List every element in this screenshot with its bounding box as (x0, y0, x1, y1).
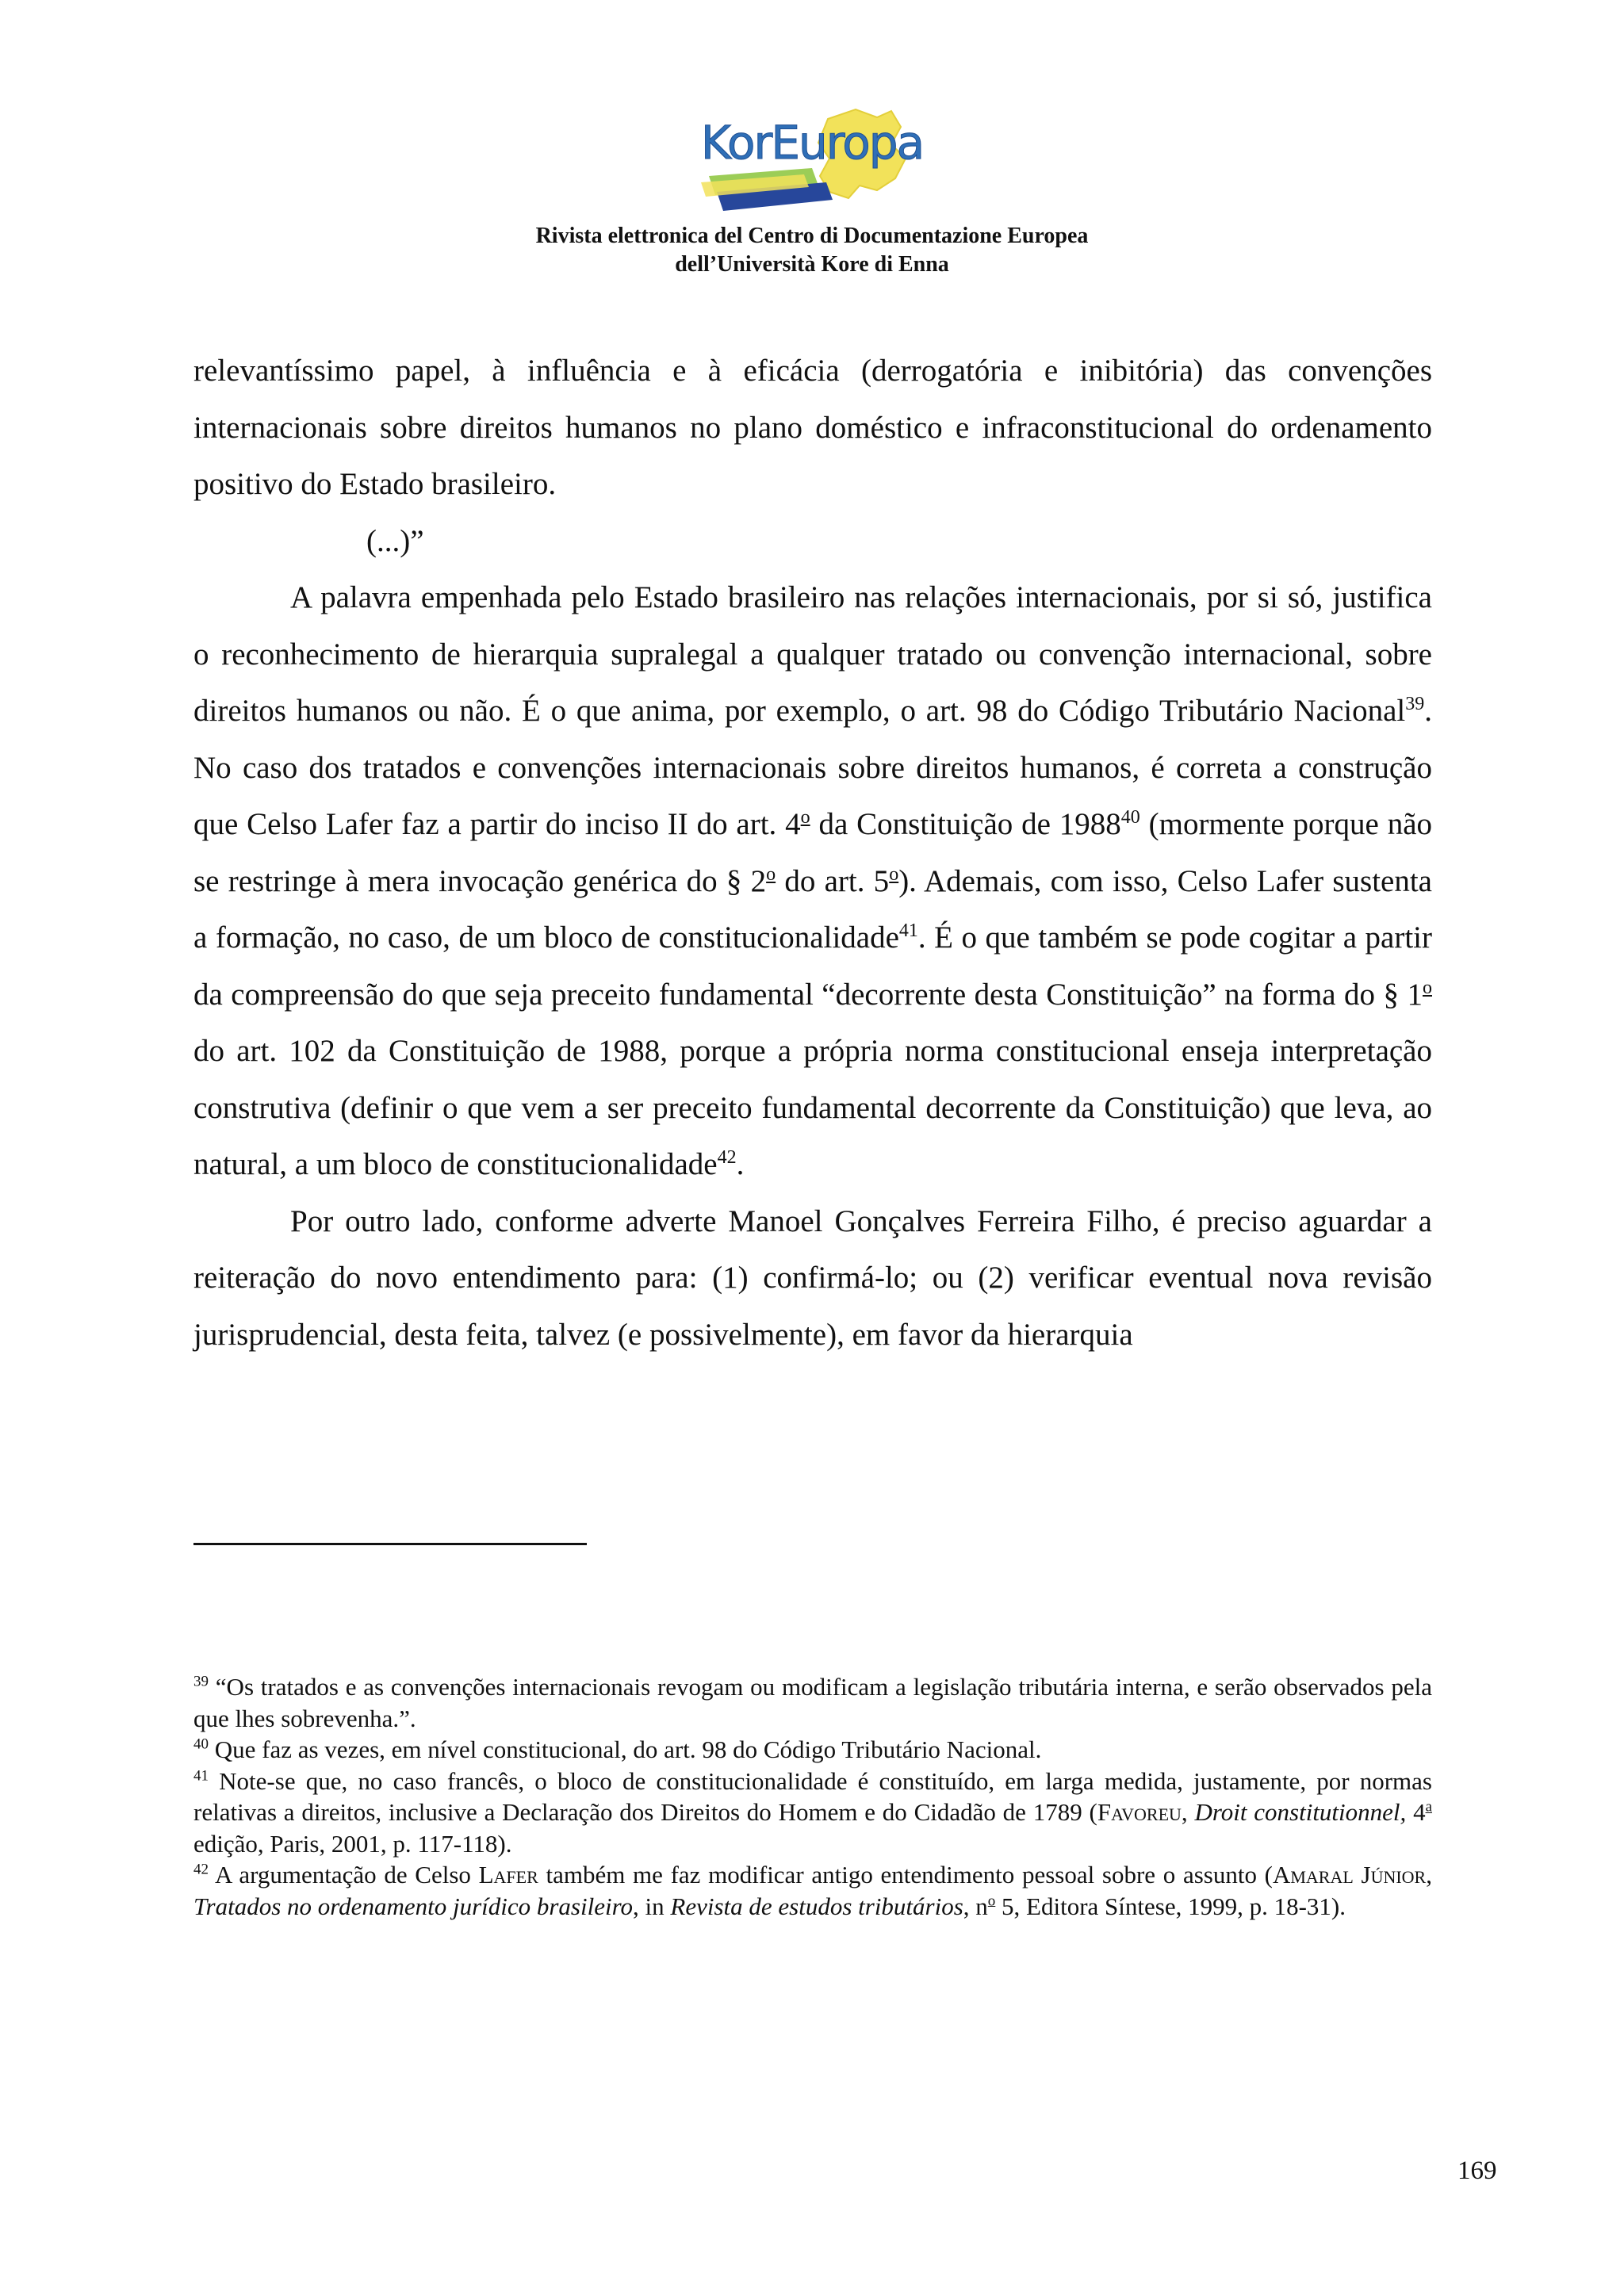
footnote-text: , in (633, 1892, 671, 1920)
text-span: (mormente porque não se restringe à mera invocação genérica do § 2 (193, 807, 1432, 898)
footnote-text: Que faz as vezes, em nível constitucional, do art. 98 do Código Tributário Nacional. (209, 1735, 1042, 1763)
footnote-number: 42 (193, 1861, 209, 1878)
text-span: . (736, 1147, 745, 1181)
footnote-text: edição, Paris, 2001, p. 117-118). (193, 1829, 512, 1858)
footnote-text: , (1181, 1798, 1195, 1826)
ordinal-mark: o (766, 863, 776, 885)
ordinal-mark: o (889, 863, 899, 885)
text-span: ). Ademais, com isso, Celso Lafer sustenta a formação, no caso, de um bloco de constitucionalidade (193, 863, 1432, 955)
footnote-text: “Os tratados e as convenções internacionais revogam ou modificam a legislação tributária interna, e serão observados pela que lhes sobrevenha.”. (193, 1673, 1432, 1732)
footnote-42 (193, 1859, 1432, 1922)
journal-title: Revista de estudos tributários (670, 1892, 963, 1920)
footnote-text: Note-se que, no caso francês, o bloco de constitucionalidade é constituído, em larga medida, justamente, por normas relativas a direitos, inclusive a Declaração dos Direitos do Homem e do Cidadão de 1789 ( (193, 1766, 1432, 1826)
ordinal-mark: o (1423, 977, 1432, 998)
footnote-text: 5, Editora Síntese, 1999, p. 18-31). (995, 1892, 1346, 1920)
footnote-41 (193, 1766, 1432, 1860)
koreuropa-logo (693, 103, 931, 222)
footnote-ref-39[interactable]: 39 (1405, 694, 1425, 714)
page-number: 169 (1457, 2156, 1497, 2185)
text-span: . É o que também se pode cogitar a partir da compreensão do que seja preceito fundamental “decorrente desta Constituição” na forma do § 1 (193, 920, 1432, 1012)
footnote-text: , n (963, 1892, 988, 1920)
paragraph-3: Por outro lado, conforme adverte Manoel Gonçalves Ferreira Filho, é preciso aguardar a reiteração do novo entendimento para: (1) confirmá-lo; ou (2) verificar eventual nova revisão jurisprudencial, desta feita, talvez (e possivelmente), em favor da hierarquia (193, 1203, 1432, 1352)
ordinal-mark: o (800, 807, 810, 828)
footnote-text: também me faz modificar antigo entendimento pessoal sobre o assunto ( (538, 1861, 1273, 1888)
text-span: da Constituição de 1988 (810, 807, 1121, 841)
paragraph-1: relevantíssimo papel, à influência e à eficácia (derrogatória e inibitória) das convenções internacionais sobre direitos humanos no plano doméstico e infraconstitucional do ordenamento positivo do Estado brasileiro. (193, 354, 1432, 501)
footnote-ref-40[interactable]: 40 (1120, 807, 1140, 828)
journal-title-line-1: Rivista elettronica del Centro di Documentazione Europea (535, 224, 1089, 248)
text-span: A palavra empenhada pelo Estado brasileiro nas relações internacionais, por si só, justifica o reconhecimento de hierarquia supralegal a qualquer tratado ou convenção internacional, sobre direitos humanos ou não. É o que anima, por exemplo, o art. 98 do Código Tributário Nacional (193, 580, 1432, 728)
footnote-text: , (1426, 1861, 1432, 1888)
author-name: Favoreu (1097, 1798, 1182, 1826)
page-header (0, 103, 1624, 279)
book-title: Droit constitutionnel, (1194, 1798, 1407, 1826)
text-span: do art. 5 (776, 863, 890, 898)
footnote-number: 39 (193, 1673, 209, 1690)
footnote-text: 4 (1406, 1798, 1426, 1826)
author-name: Lafer (478, 1861, 538, 1888)
text-span: do art. 102 da Constituição de 1988, porque a própria norma constitucional enseja interpretação construtiva (definir o que vem a ser preceito fundamental decorrente da Constituição) que leva, ao natural, a um bloco de constitucionalidade (193, 1034, 1432, 1181)
ordinal-mark: a (1425, 1798, 1433, 1816)
footnote-text: A argumentação de Celso (209, 1861, 479, 1888)
paragraph-2 (193, 569, 1432, 1193)
footnote-ref-41[interactable]: 41 (898, 920, 918, 941)
author-name: Amaral Júnior (1272, 1861, 1427, 1888)
logo-text: KorEuropa (700, 116, 924, 170)
main-text (193, 342, 1432, 1363)
footnote-39 (193, 1671, 1432, 1734)
book-title: Tratados no ordenamento jurídico brasileiro (193, 1892, 634, 1920)
quote-close: (...)” (366, 523, 424, 558)
journal-title-line-2: dell’Università Kore di Enna (675, 252, 949, 277)
footnote-separator (193, 1543, 587, 1545)
ordinal-mark: o (987, 1892, 996, 1910)
footnote-number: 40 (193, 1735, 209, 1753)
footnote-number: 41 (193, 1767, 209, 1785)
text-span: . No caso dos tratados e convenções internacionais sobre direitos humanos, é correta a construção que Celso Lafer faz a partir do inciso II do art. 4 (193, 694, 1432, 841)
footnotes (193, 1671, 1432, 1922)
footnote-ref-42[interactable]: 42 (717, 1147, 737, 1168)
footnote-40 (193, 1734, 1432, 1766)
